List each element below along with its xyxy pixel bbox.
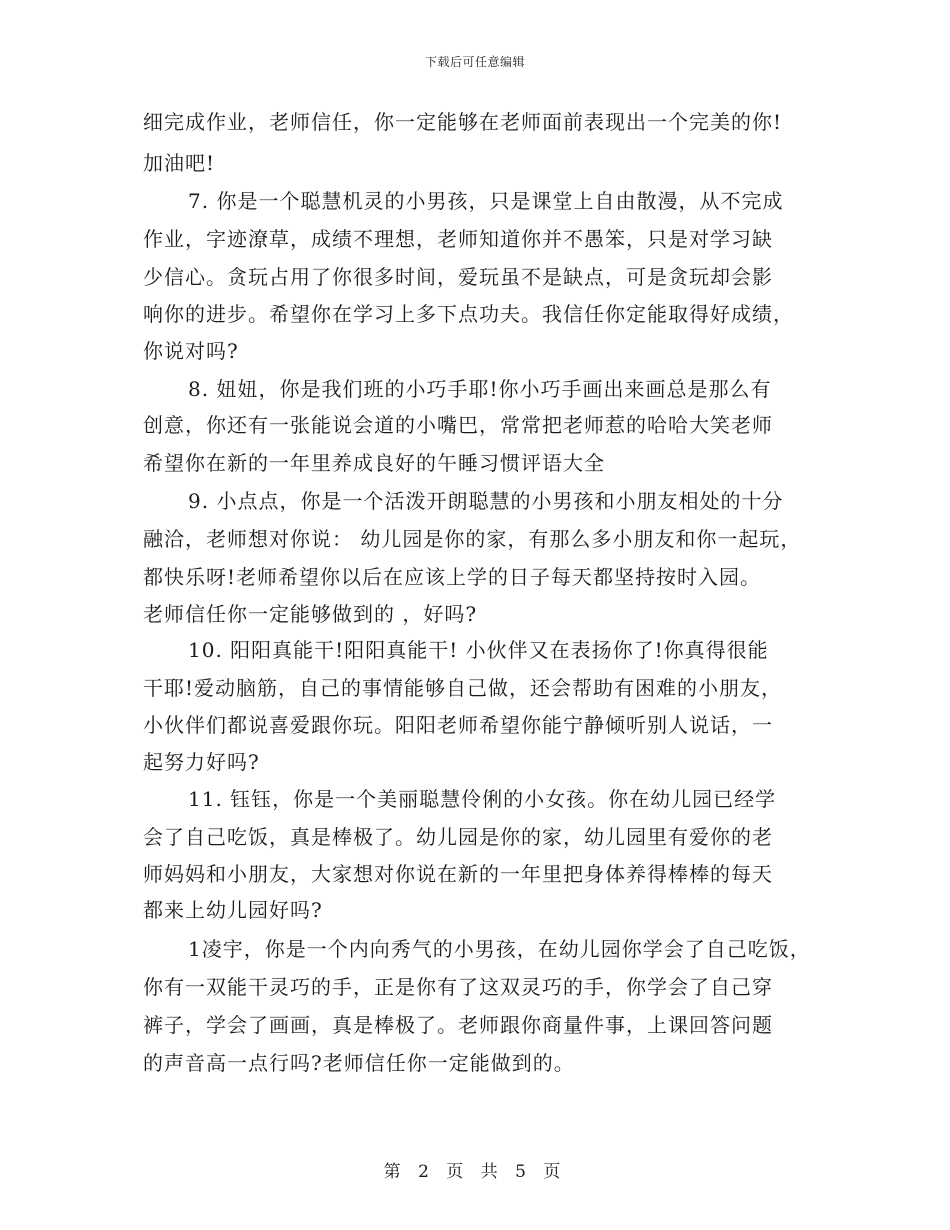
text-line: 细完成作业，老师信任，你一定能够在老师面前表现出一个完美的你!: [143, 110, 783, 134]
paragraph-11-start: 11. 钰钰，你是一个美丽聪慧伶俐的小女孩。你在幼儿园已经学: [188, 787, 777, 811]
paragraph-10-start: 10. 阳阳真能干!阳阳真能干! 小伙伴又在表扬你了!你真得很能: [188, 638, 769, 662]
text-line: 裤子，学会了画画，真是棒极了。老师跟你商量件事，上课回答问题: [143, 1013, 773, 1037]
text-line: 融洽，老师想对你说： 幼儿园是你的家，有那么多小朋友和你一起玩，: [143, 527, 802, 551]
text-line: 加油吧!: [143, 151, 216, 175]
text-line: 师妈妈和小朋友，大家想对你说在新的一年里把身体养得棒棒的每天: [143, 862, 773, 886]
text-line: 会了自己吃饭，真是棒极了。幼儿园是你的家，幼儿园里有爱你的老: [143, 825, 773, 849]
text-line: 响你的进步。希望你在学习上多下点功夫。我信任你定能取得好成绩，: [143, 302, 794, 326]
text-line: 作业，字迹潦草，成绩不理想，老师知道你并不愚笨，只是对学习缺: [143, 227, 773, 251]
text-line: 小伙伴们都说喜爱跟你玩。阳阳老师希望你能宁静倾听别人说话，一: [143, 713, 773, 737]
page-number: 第 2 页 共 5 页: [383, 1162, 567, 1182]
text-line: 起努力好吗?: [143, 750, 260, 774]
page-header: 下载后可任意编辑: [424, 55, 525, 69]
text-line: 你有一双能干灵巧的手，正是你有了这双灵巧的手，你学会了自己穿: [143, 975, 773, 999]
text-line: 你说对吗?: [143, 339, 239, 363]
paragraph-7-start: 7. 你是一个聪慧机灵的小男孩，只是课堂上自由散漫，从不完成: [188, 189, 784, 213]
text-line: 创意，你还有一张能说会道的小嘴巴，常常把老师惹的哈哈大笑老师: [143, 413, 773, 437]
text-line: 都快乐呀!老师希望你以后在应该上学的日子每天都坚持按时入园。: [143, 565, 762, 589]
paragraph-12-start: 1凌宇，你是一个内向秀气的小男孩，在幼儿园你学会了自己吃饭，: [188, 937, 811, 961]
text-line: 都来上幼儿园好吗?: [143, 898, 323, 922]
text-line: 老师信任你一定能够做到的 ，好吗?: [143, 602, 478, 626]
text-line: 少信心。贪玩占用了你很多时间，爱玩虽不是缺点，可是贪玩却会影: [143, 265, 773, 289]
text-line: 希望你在新的一年里养成良好的午睡习惯评语大全: [143, 451, 605, 475]
paragraph-9-start: 9. 小点点，你是一个活泼开朗聪慧的小男孩和小朋友相处的十分: [188, 489, 784, 513]
text-line: 的声音高一点行吗?老师信任你一定能做到的。: [143, 1051, 575, 1075]
paragraph-8-start: 8. 妞妞，你是我们班的小巧手耶!你小巧手画出来画总是那么有: [188, 377, 772, 401]
text-line: 干耶!爱动脑筋，自己的事情能够自己做，还会帮助有困难的小朋友，: [143, 676, 783, 700]
